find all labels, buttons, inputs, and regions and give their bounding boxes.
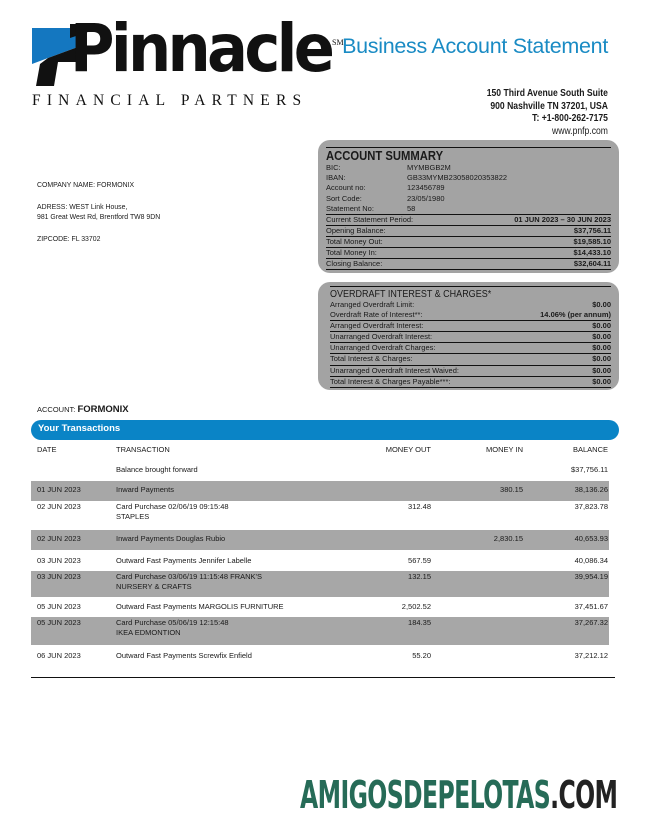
document-title: Business Account Statement [342, 34, 608, 58]
header-date: DATE [37, 445, 57, 454]
account-summary-title: ACCOUNT SUMMARY [326, 149, 444, 163]
overdraft-row-interest-waived: Unarranged Overdraft Interest Waived: $0.00 [330, 366, 611, 377]
overdraft-title: OVERDRAFT INTEREST & CHARGES* [330, 289, 492, 300]
overdraft-row-total-payable: Total Interest & Charges Payable***: $0.00 [330, 377, 611, 388]
account-name: FORMONIX [77, 404, 129, 415]
header-money-in: MONEY IN [486, 445, 523, 454]
company-address-line2: 981 Great West Rd, Brentford TW8 9DN [37, 212, 161, 221]
company-address-line1: ADRESS: WEST Link House, [37, 202, 128, 211]
service-mark: SM [332, 38, 344, 47]
summary-detail-account-no: Account no: 123456789 [326, 183, 445, 193]
overdraft-row-limit: Arranged Overdraft Limit: $0.00 [330, 300, 611, 309]
overdraft-row-unarranged-charges: Unarranged Overdraft Charges: $0.00 [330, 343, 611, 354]
overdraft-row-arranged-interest: Arranged Overdraft Interest: $0.00 [330, 321, 611, 332]
company-zipcode: ZIPCODE: FL 33702 [37, 234, 101, 243]
header-transaction: TRANSACTION [116, 445, 170, 454]
summary-row-closing-balance: Closing Balance: $32,604.11 [326, 259, 611, 270]
overdraft-panel [318, 282, 619, 390]
summary-detail-iban: IBAN: GB33MYMB23058020353822 [326, 173, 508, 183]
transactions-banner: Your Transactions [31, 420, 619, 440]
account-summary-panel [318, 140, 619, 273]
account-label: ACCOUNT: FORMONIX [37, 404, 129, 415]
bank-address [487, 88, 608, 138]
summary-detail-statement-no: Statement No: 58 [326, 203, 416, 213]
table-row: 06 JUN 2023 Outward Fast Payments Screwfix Enfield 55.20 37,212.12 [37, 651, 608, 660]
logo-wordmark: Pinnacle [70, 10, 332, 87]
watermark-domain: .COM [550, 773, 618, 817]
summary-detail-sort-code: Sort Code: 23/05/1980 [326, 193, 445, 203]
header-money-out: MONEY OUT [385, 445, 431, 454]
company-info [37, 180, 160, 256]
summary-row-total-in: Total Money In: $14,433.10 [326, 248, 611, 259]
company-address [37, 202, 160, 222]
bank-website-link[interactable]: www.pnfp.com [552, 125, 608, 137]
table-row: 02 JUN 2023 Inward Payments Douglas Rubio 2,830.15 40,653.93 [31, 530, 609, 550]
watermark [300, 773, 617, 817]
bank-address-line2: 900 Nashville TN 37201, USA [490, 100, 608, 112]
overdraft-row-rate: Overdraft Rate of Interest**: 14.06% (per annum) [330, 310, 611, 321]
overdraft-row-total-charges: Total Interest & Charges: $0.00 [330, 354, 611, 365]
summary-row-total-out: Total Money Out: $19,585.10 [326, 237, 611, 248]
logo-tagline: FINANCIAL PARTNERS [32, 92, 308, 109]
table-row: 05 JUN 2023 Outward Fast Payments MARGOLIS FURNITURE 2,502.52 37,451.67 [37, 602, 608, 611]
table-row: 01 JUN 2023 Inward Payments 380.15 38,136.26 [31, 481, 609, 501]
watermark-name: AMIGOSDEPELOTAS [300, 773, 551, 817]
transactions-table-header [31, 445, 615, 459]
table-row: 03 JUN 2023 Outward Fast Payments Jennifer Labelle 567.59 40,086.34 [37, 556, 608, 565]
table-row: 02 JUN 2023 Card Purchase 02/06/19 09:15:48 STAPLES 312.48 37,823.78 [37, 502, 608, 521]
table-row: Balance brought forward $37,756.11 [116, 465, 608, 474]
summary-row-period: Current Statement Period: 01 JUN 2023 – 30 JUN 2023 [326, 214, 611, 226]
bank-address-line1: 150 Third Avenue South Suite [486, 88, 608, 99]
overdraft-row-unarranged-interest: Unarranged Overdraft Interest: $0.00 [330, 332, 611, 343]
bank-phone: T: +1-800-262-7175 [532, 113, 608, 124]
table-end-divider [31, 677, 615, 678]
header-balance: BALANCE [572, 445, 608, 454]
company-name: COMPANY NAME: FORMONIX [37, 180, 135, 189]
pinnacle-logo [30, 10, 344, 110]
summary-row-opening-balance: Opening Balance: $37,756.11 [326, 226, 611, 237]
table-row: 03 JUN 2023 Card Purchase 03/06/19 11:15:48 FRANK'S NURSERY & CRAFTS 132.15 39,954.19 [31, 571, 609, 597]
table-row: 05 JUN 2023 Card Purchase 05/06/19 12:15:48 IKEA EDMONTION 184.35 37,267.32 [31, 617, 609, 645]
summary-detail-bic: BIC: MYMBGB2M [326, 163, 451, 172]
